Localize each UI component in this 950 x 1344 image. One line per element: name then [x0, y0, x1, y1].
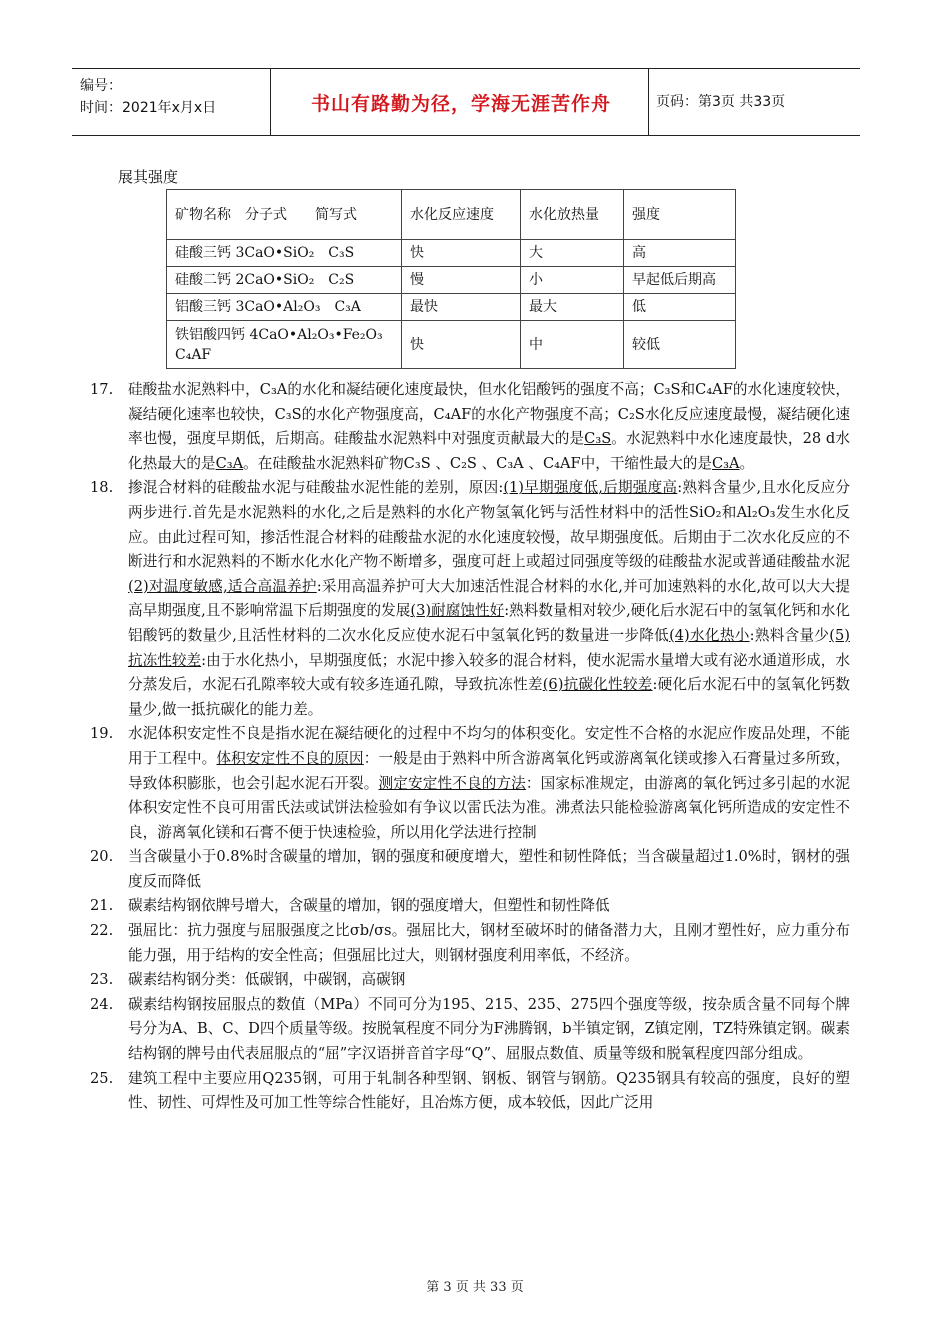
header-divider: [648, 69, 649, 135]
list-item-text: :由于水化热小，早期强度低；水泥中掺入较多的混合材料，使水泥需水量增大或有泌水通道形成，水分蒸发后，水泥石孔隙率较大或有较多连通孔隙，导致抗冻性差: [128, 651, 850, 694]
table-cell: 硅酸二钙 2CaO•SiO₂ C₂S: [167, 267, 402, 294]
list-item: [90, 919, 850, 968]
table-cell: 小: [521, 267, 624, 294]
table-header-cell: 水化反应速度: [402, 190, 521, 240]
list-item-number: 25.: [90, 1069, 114, 1087]
underlined-text: C₃A: [711, 454, 740, 472]
table-row: [167, 321, 736, 369]
list-item-number: 23.: [90, 971, 114, 989]
underlined-text: 体积安定性不良的原因: [216, 749, 364, 767]
table-header-cell: 强度: [624, 190, 736, 240]
underlined-text: (5)抗冻性较差: [128, 626, 850, 669]
list-item-text: :熟料数量相对较少,硬化后水泥石中的氢氧化钙和水化铝酸钙的数量少,且活性材料的二次水化反应使水泥石中氢氧化钙的数量进一步降低: [128, 602, 850, 644]
page-header: [72, 68, 860, 136]
list-item: [90, 894, 850, 919]
underlined-text: (4)水化热小: [669, 626, 750, 644]
table-row: [167, 240, 736, 267]
underlined-text: C₃A: [215, 454, 244, 472]
list-item-number: 21.: [90, 897, 114, 915]
list-item-number: 22.: [90, 922, 114, 940]
table-cell: 最快: [402, 294, 521, 321]
list-item: [90, 845, 850, 894]
list-item-number: 24.: [90, 995, 114, 1013]
list-item-text: 当含碳量小于0.8%时含碳量的增加，钢的强度和硬度增大，塑性和韧性降低；当含碳量超过1.0%时，钢材的强度反而降低: [128, 848, 850, 890]
list-item-text: 。在硅酸盐水泥熟料矿物C₃S 、C₂S 、C₃A 、C₄AF中，干缩性最大的是: [243, 454, 712, 472]
time-label: 时间：2021年x月x日: [80, 100, 217, 116]
list-item-text: ：国家标准规定，由游离的氧化钙过多引起的水泥体积安定性不良可用雷氏法或试饼法检验如有争议以雷氏法为准。沸煮法只能检验游离氧化钙所造成的安定性不良，游离氧化镁和石膏不便于快速检验，所以用化学法进行控制: [128, 774, 850, 841]
list-item: [90, 476, 850, 722]
list-item-text: :采用高温养护可大大加速活性混合材料的水化,并可加速熟料的水化,故可以大大提高早期强度,且不影响常温下后期强度的发展: [128, 577, 850, 620]
list-item: [90, 993, 850, 1067]
table-cell: 高: [624, 240, 736, 267]
header-page-number: 页码：第3页 共33页: [656, 94, 786, 110]
table-cell: 早起低后期高: [624, 267, 736, 294]
list-item: [90, 968, 850, 993]
underlined-text: 测定安定性不良的方法: [378, 774, 526, 792]
list-item-text: 强屈比：抗力强度与屈服强度之比σb/σs。强屈比大，钢材至破坏时的储备潜力大，且刚才塑性好，应力重分布能力强，用于结构的安全性高；但强屈比过大，则钢材强度利用率低，不经济。: [128, 922, 850, 964]
table-header-cell: 水化放热量: [521, 190, 624, 240]
table-cell: 慢: [402, 267, 521, 294]
list-item-number: 19.: [90, 725, 114, 743]
list-item-text: 碳素结构钢依牌号增大，含碳量的增加，钢的强度增大，但塑性和韧性降低: [128, 897, 610, 915]
list-item-text: :熟料含量少: [749, 626, 830, 644]
list-item: [90, 1067, 850, 1116]
list-item-number: 20.: [90, 848, 114, 866]
page-footer: 第 3 页 共 33 页: [426, 1280, 524, 1295]
underlined-text: (2)对温度敏感,适合高温养护: [128, 577, 317, 595]
table-header-cell: 矿物名称 分子式 简写式: [167, 190, 402, 240]
table-cell: 铝酸三钙 3CaO•Al₂O₃ C₃A: [167, 294, 402, 321]
serial-label: 编号：: [80, 78, 122, 94]
list-item-text: :熟料含量少,且水化反应分两步进行.首先是水泥熟料的水化,之后是熟料的水化产物氢氧化钙与活性材料中的活性SiO₂和Al₂O₃发生水化反应。由此过程可知，掺活性混合材料的硅酸盐水泥的水化速度较慢，故早期强度低。后期由于二次水化反应的不断进行和水泥熟料的不断水化水化产物不断增多，强度可赶上或超过同强度等级的硅酸盐水泥或普通硅酸盐水泥: [128, 479, 851, 571]
mineral-table: [166, 189, 736, 369]
list-item-text: 。水泥熟料中水化速度最快，28 d水化热最大的是: [128, 430, 850, 472]
table-cell: 快: [402, 240, 521, 267]
list-item-text: 掺混合材料的硅酸盐水泥与硅酸盐水泥性能的差别，原因:: [128, 479, 504, 497]
table-cell: 较低: [624, 321, 736, 369]
list-item-text: 建筑工程中主要应用Q235钢，可用于轧制各种型钢、钢板、钢管与钢筋。Q235钢具有较高的强度，良好的塑性、韧性、可焊性及可加工性等综合性能好，且冶炼方便，成本较低，因此广泛用: [128, 1069, 850, 1112]
table-cell: 铁铝酸四钙 4CaO•Al₂O₃•Fe₂O₃ C₄AF: [167, 321, 402, 369]
list-item-text: 硅酸盐水泥熟料中，C₃A的水化和凝结硬化速度最快，但水化铝酸钙的强度不高；C₃S和C₄AF的水化速度较快，凝结硬化速率也较快，C₃S的水化产物强度高，C₄AF的水化产物强度不高；C₂S水化反应速度最慢，凝结硬化速率也慢，强度早期低，后期高。硅酸盐水泥熟料中对强度贡献最大的是: [128, 381, 850, 448]
list-item-text: 。: [739, 454, 755, 472]
table-cell: 快: [402, 321, 521, 369]
list-item-text: ：一般是由于熟料中所含游离氧化钙或游离氧化镁或掺入石膏量过多所致，导致体积膨胀，也会引起水泥石开裂。: [128, 749, 850, 792]
list-item-text: 水泥体积安定性不良是指水泥在凝结硬化的过程中不均匀的体积变化。安定性不合格的水泥应作废品处理，不能用于工程中。: [128, 725, 850, 767]
table-row: [167, 267, 736, 294]
list-item-number: 18.: [90, 479, 114, 497]
table-header-row: [167, 190, 736, 240]
table-cell: 最大: [521, 294, 624, 321]
table-cell: 低: [624, 294, 736, 321]
numbered-list: [90, 378, 850, 1116]
header-meta: [80, 75, 270, 119]
list-item-text: :硬化后水泥石中的氢氧化钙数量少,做一抵抗碳化的能力差。: [128, 676, 850, 718]
list-item: [90, 378, 850, 476]
underlined-text: C₃S: [584, 430, 612, 448]
header-divider: [270, 69, 271, 135]
intro-text: 展其强度: [118, 168, 179, 186]
list-item-text: 碳素结构钢分类：低碳钢，中碳钢，高碳钢: [128, 971, 406, 989]
list-item-number: 17.: [90, 381, 114, 398]
underlined-text: (6)抗碳化性较差: [542, 676, 653, 694]
table-cell: 中: [521, 321, 624, 369]
underlined-text: (3)耐腐蚀性好: [410, 602, 505, 620]
underlined-text: (1)早期强度低,后期强度高: [503, 479, 678, 497]
table-cell: 硅酸三钙 3CaO•SiO₂ C₃S: [167, 240, 402, 267]
header-motto: 书山有路勤为径，学海无涯苦作舟: [310, 93, 611, 115]
table-row: [167, 294, 736, 321]
list-item: [90, 722, 850, 845]
table-cell: 大: [521, 240, 624, 267]
list-item-text: 碳素结构钢按屈服点的数值（MPa）不同可分为195、215、235、275四个强度等级，按杂质含量不同每个牌号分为A、B、C、D四个质量等级。按脱氧程度不同分为F沸腾钢，b半镇定钢，Z镇定刚，TZ特殊镇定钢。碳素结构钢的牌号由代表屈服点的“屈”字汉语拼音首字母“Q”、屈服点数值、质量等级和脱氧程度四部分组成。: [128, 995, 850, 1063]
